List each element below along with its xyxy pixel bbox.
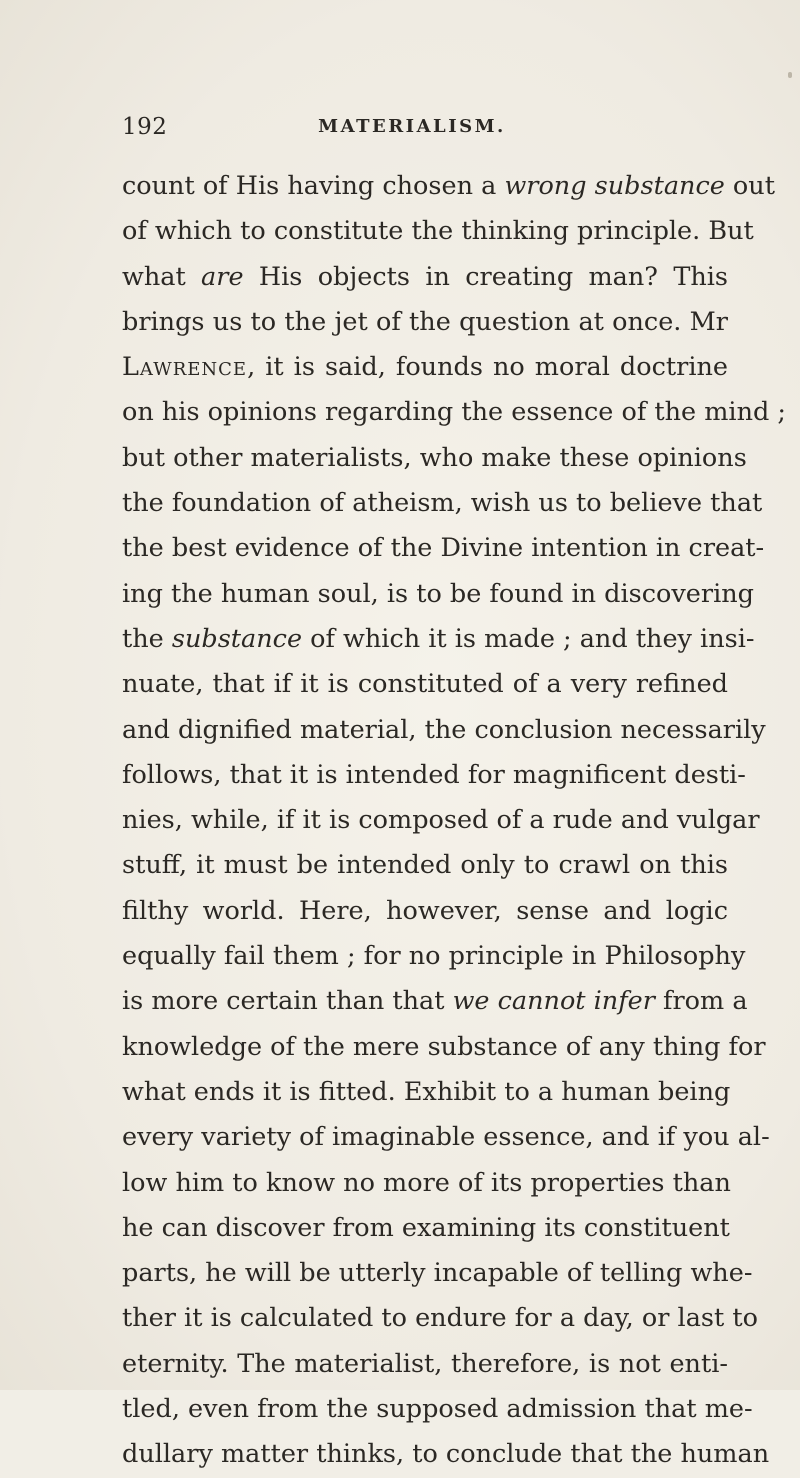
text-run: parts, he will be utterly incapable of telling whe-: [122, 1258, 753, 1289]
text-line: [122, 164, 775, 209]
text-line: [122, 1161, 731, 1206]
text-run: ther it is calculated to endure for a day, or last to: [122, 1303, 758, 1334]
small-caps-run: Lawrence: [122, 352, 248, 383]
text-line: [122, 1342, 728, 1387]
text-line: [122, 1296, 758, 1341]
text-run: ing the human soul, is to be found in discovering: [122, 578, 754, 609]
text-run: dullary matter thinks, to conclude that the human: [122, 1439, 770, 1470]
text-run: equally fail them ; for no principle in Philosophy: [122, 941, 746, 972]
text-run: he can discover from examining its constituent: [122, 1212, 730, 1243]
text-line: [122, 753, 746, 798]
text-line: [122, 934, 746, 979]
text-run: follows, that it is intended for magnificent desti-: [122, 759, 746, 790]
text-run: but other materialists, who make these opinions: [122, 442, 747, 473]
text-run: count of His having chosen a: [122, 171, 505, 201]
text-run: of which it is made ; and they insi-: [302, 623, 755, 654]
text-line: [122, 1251, 753, 1296]
text-run: what: [122, 261, 202, 292]
text-line: [122, 1206, 728, 1251]
text-run: from a: [654, 986, 748, 1017]
text-run: low him to know no more of its properties than: [122, 1167, 731, 1198]
text-line: [122, 572, 754, 617]
text-run: tled, even from the supposed admission that me-: [122, 1394, 753, 1425]
text-line: [122, 1387, 753, 1432]
text-line: [122, 617, 755, 662]
text-line: [122, 209, 754, 254]
italic-run: we cannot infer: [452, 986, 655, 1017]
body-text: [122, 164, 787, 1478]
text-run: on his opinions regarding the essence of the mind ;: [122, 397, 787, 428]
text-line: [122, 662, 728, 707]
page-number: 192: [122, 114, 168, 140]
text-line: [122, 979, 748, 1024]
text-line: [122, 798, 760, 843]
text-line: [122, 889, 728, 934]
text-run: eternity. The materialist, therefore, is not enti-: [122, 1348, 728, 1379]
text-line: [122, 843, 728, 888]
text-line: [122, 481, 763, 526]
text-run: knowledge of the mere substance of any thing for: [122, 1031, 766, 1062]
text-run: what ends it is fitted. Exhibit to a human being: [122, 1076, 731, 1107]
ink-mark: [788, 72, 792, 78]
text-line: [122, 526, 765, 571]
text-run: every variety of imaginable essence, and if you al-: [122, 1122, 770, 1153]
text-run: is more certain than that: [122, 986, 453, 1017]
running-head: MATERIALISM.: [318, 116, 506, 137]
italic-run: are: [201, 261, 244, 292]
text-line: [122, 708, 766, 753]
text-run: His objects in creating man? This: [243, 261, 728, 292]
text-line: [122, 390, 787, 435]
text-run: the best evidence of the Divine intention in creat-: [122, 533, 765, 564]
text-run: , it is said, founds no moral doctrine: [247, 352, 728, 383]
text-run: and dignified material, the conclusion necessarily: [122, 714, 766, 745]
text-run: nuate, that if it is constituted of a very refined: [122, 669, 728, 700]
text-run: of which to constitute the thinking principle. But: [122, 216, 754, 247]
italic-run: wrong substance: [504, 171, 725, 201]
text-run: brings us to the jet of the question at once. Mr: [122, 306, 728, 337]
text-run: out: [724, 171, 775, 201]
text-run: the foundation of atheism, wish us to believe that: [122, 488, 763, 519]
text-line: [122, 300, 728, 345]
text-line: [122, 1115, 770, 1160]
text-run: stuff, it must be intended only to crawl on this: [122, 850, 728, 881]
page-header: [122, 114, 702, 144]
text-line: [122, 1025, 766, 1070]
text-run: nies, while, if it is composed of a rude and vulgar: [122, 805, 760, 836]
text-line: [122, 1070, 731, 1115]
text-line: [122, 436, 747, 481]
text-line: [122, 1432, 770, 1477]
italic-run: substance: [171, 623, 303, 654]
text-run: the: [122, 623, 172, 654]
text-run: filthy world. Here, however, sense and logic: [122, 895, 728, 926]
text-line: [122, 255, 728, 300]
text-line: [122, 345, 728, 390]
